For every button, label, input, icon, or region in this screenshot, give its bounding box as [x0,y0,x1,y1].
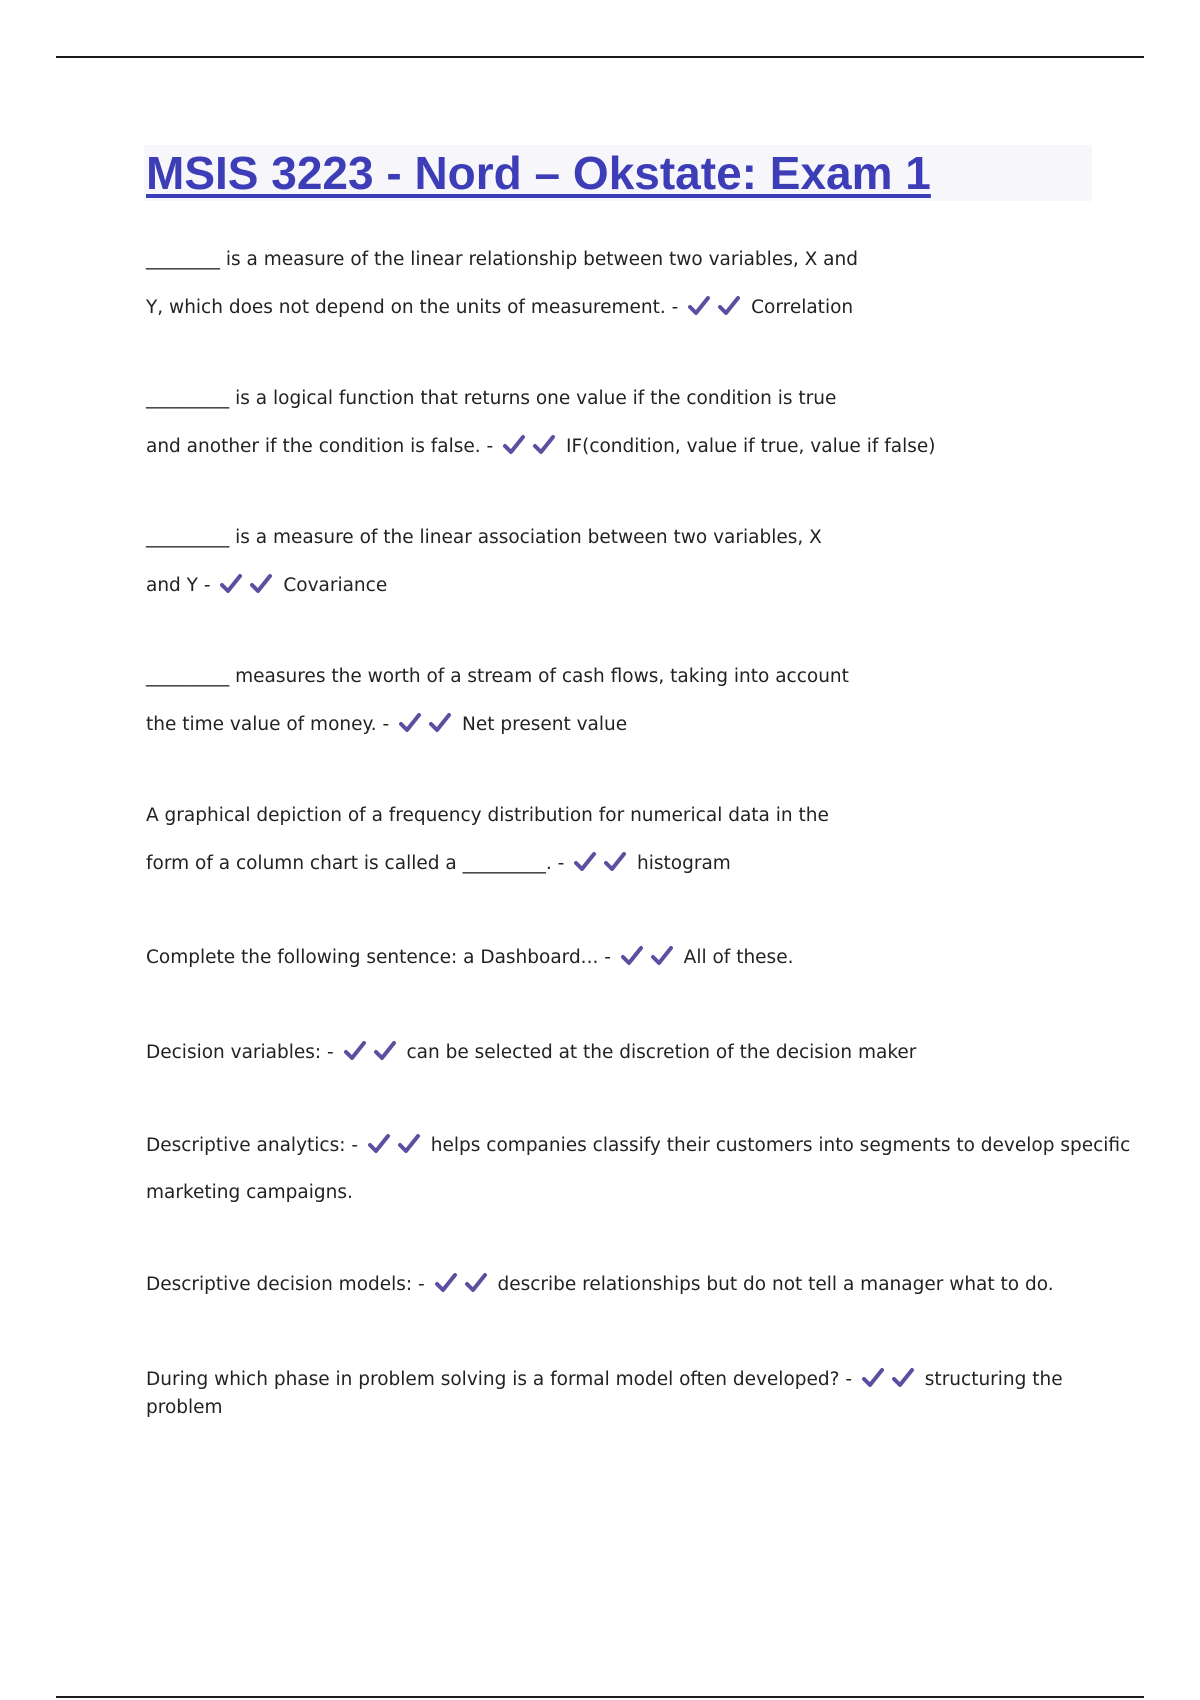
answer-text: helps companies classify their customers into segments to develop specific [430,1135,1131,1156]
check-icon [219,573,243,595]
top-rule [56,56,1144,58]
answer-continuation: problem [146,1397,223,1418]
check-icon [532,434,556,456]
question-line: ________ is a measure of the linear relationship between two variables, X and [146,249,858,270]
question-text: and Y - [146,575,211,596]
answer-text: Net present value [462,714,628,735]
answer-text: Correlation [751,297,854,318]
qa-item-6 [146,945,1096,971]
question-text: and another if the condition is false. - [146,436,494,457]
check-icon [367,1133,391,1155]
check-icon [373,1040,397,1062]
question-answer-line [146,295,1096,321]
answer-text: describe relationships but do not tell a manager what to do. [497,1274,1054,1295]
question-answer-line [146,434,1096,460]
check-icon [650,945,674,967]
question-answer-line [146,1367,1096,1393]
qa-item-5 [146,803,1096,877]
question-answer-line [146,712,1096,738]
check-icon [343,1040,367,1062]
qa-item-1 [146,247,1096,321]
question-line: _________ is a measure of the linear association between two variables, X [146,527,822,548]
check-icon [861,1367,885,1389]
check-icon [434,1272,458,1294]
check-icon [717,295,741,317]
question-text: Y, which does not depend on the units of measurement. - [146,297,679,318]
qa-item-3 [146,525,1096,599]
answer-text: All of these. [683,947,794,968]
question-text: Descriptive decision models: - [146,1274,425,1295]
question-line: _________ is a logical function that returns one value if the condition is true [146,388,837,409]
question-text: During which phase in problem solving is a formal model often developed? - [146,1369,853,1390]
check-icon [603,851,627,873]
question-text: Descriptive analytics: - [146,1135,359,1156]
question-text: Decision variables: - [146,1042,334,1063]
check-icon [620,945,644,967]
question-line: A graphical depiction of a frequency distribution for numerical data in the [146,805,829,826]
question-answer-line [146,1040,1096,1066]
check-icon [573,851,597,873]
answer-text: histogram [637,853,731,874]
answer-text: IF(condition, value if true, value if false) [566,436,936,457]
qa-item-4 [146,664,1096,738]
answer-text: can be selected at the discretion of the decision maker [406,1042,917,1063]
qa-item-2 [146,386,1096,460]
check-icon [891,1367,915,1389]
qa-item-7 [146,1040,1096,1066]
check-icon [398,712,422,734]
question-answer-line [146,851,1096,877]
qa-item-8 [146,1133,1131,1206]
question-text: Complete the following sentence: a Dashboard... - [146,947,611,968]
answer-text: Covariance [283,575,388,596]
question-line: _________ measures the worth of a stream of cash flows, taking into account [146,666,849,687]
document-title: MSIS 3223 - Nord – Okstate: Exam 1 [146,147,931,199]
question-answer-line [146,573,1096,599]
question-text: the time value of money. - [146,714,390,735]
question-answer-line [146,1133,1131,1159]
answer-continuation: marketing campaigns. [146,1182,353,1203]
check-icon [502,434,526,456]
qa-item-10 [146,1367,1096,1421]
bottom-rule [56,1696,1144,1698]
qa-item-9 [146,1272,1096,1298]
question-answer-line [146,1272,1096,1298]
check-icon [249,573,273,595]
check-icon [687,295,711,317]
check-icon [464,1272,488,1294]
check-icon [428,712,452,734]
check-icon [397,1133,421,1155]
answer-text: structuring the [924,1369,1063,1390]
question-answer-line [146,945,1096,971]
question-text: form of a column chart is called a _________. - [146,853,565,874]
